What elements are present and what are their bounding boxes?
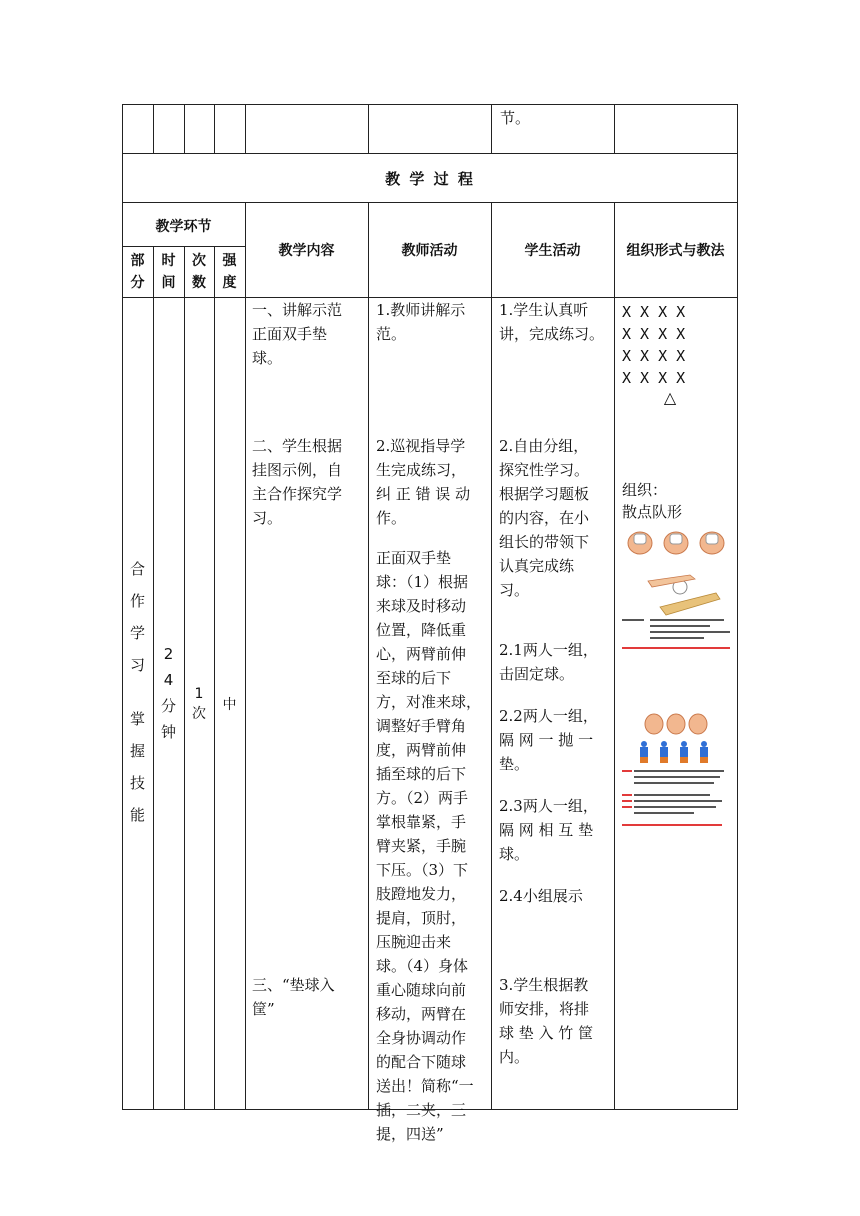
header-times: 次数: [192, 253, 206, 291]
content-2: 二、学生根据 挂图示例，自 主合作探究学 习。: [252, 437, 343, 527]
header-part: 部分: [130, 253, 145, 291]
formation-row: X X X X: [622, 303, 686, 321]
time-char: 分: [160, 697, 176, 715]
time-column: [153, 641, 184, 745]
rule: [184, 104, 185, 153]
part-char: 学: [129, 624, 145, 642]
rule: [491, 202, 492, 1110]
student-7: 3.学生根据教 师安排，将排 球 垫 入 竹 筐 内。: [499, 976, 594, 1066]
header-time: 时间: [161, 253, 176, 291]
header-student: 学生活动: [524, 243, 581, 259]
section-title: 教 学 过 程: [385, 170, 475, 188]
rule: [368, 104, 369, 153]
teacher-2: 2.巡视指导学 生完成练习， 纠 正 错 误 动 作。: [376, 437, 471, 527]
content-3: 三、“垫球入 筐”: [252, 976, 335, 1018]
part-char: 合: [129, 560, 145, 578]
rule: [614, 202, 615, 1110]
part-gap: [122, 681, 153, 703]
time-char: 钟: [160, 723, 176, 741]
time-char: 4: [163, 671, 174, 689]
header-intensity: 强度: [222, 253, 237, 291]
part-column: [122, 553, 153, 831]
rule: [491, 104, 492, 153]
content-1: 一、讲解示范 正面双手垫 球。: [252, 301, 343, 367]
header-content: 教学内容: [278, 243, 335, 259]
header-env: 教学环节: [155, 219, 212, 235]
top-row-student-tail: 节。: [500, 109, 531, 127]
formation-row: X X X X: [622, 369, 686, 387]
hand-technique-illustration: [620, 527, 732, 655]
rule: [184, 246, 185, 1110]
part-char: 掌: [129, 710, 145, 728]
student-1: 1.学生认真听 讲，完成练习。: [499, 301, 605, 343]
formation-row: X X X X: [622, 325, 686, 343]
student-3: 2.1两人一组， 击固定球。: [499, 641, 598, 683]
count-cell: 1次: [192, 686, 206, 722]
part-char: 作: [129, 592, 145, 610]
header-teacher: 教师活动: [401, 243, 458, 259]
rule: [214, 104, 215, 153]
rule: [122, 202, 738, 203]
org-label: 组织：: [622, 481, 668, 499]
rule: [737, 104, 738, 1110]
part-char: 习: [129, 656, 145, 674]
formation-grid: [622, 301, 734, 389]
student-2: 2.自由分组， 探究性学习。 根据学习题板 的内容，在小 组长的带领下 认真完成练 习。: [499, 437, 590, 599]
header-org: 组织形式与教法: [626, 243, 725, 259]
rule: [614, 104, 615, 153]
rule: [153, 104, 154, 153]
part-char: 能: [129, 806, 145, 824]
rule: [368, 202, 369, 1110]
rule: [245, 202, 246, 1110]
rule: [214, 246, 215, 1110]
student-4: 2.2两人一组， 隔 网 一 抛 一 垫。: [499, 707, 598, 773]
teacher-3: 正面双手垫 球：（1）根据 来球及时移动 位置，降低重 心，两臂前伸 至球的后下 方，对准来球， 调整好手臂角 度，两臂前伸 插至球的后下 方。（2）两手 掌根靠紧，手 臂夹紧，手腕 下压。（3）下 肢蹬地发力， 提肩，顶肘， 压腕迎击来 球。（4）身体 重心随球向前 移动，两臂在 全身协调动作 的配合下随球 送出！简称“一 插，二夹，三 提，四送”: [376, 549, 482, 1143]
time-char: 2: [163, 645, 174, 663]
part-char: 握: [129, 742, 145, 760]
student-5: 2.3两人一组， 隔 网 相 互 垫 球。: [499, 797, 598, 863]
intensity-cell: 中: [222, 697, 237, 713]
org-value: 散点队形: [622, 503, 683, 521]
part-char: 技: [129, 774, 145, 792]
student-6: 2.4小组展示: [499, 887, 583, 905]
body-motion-illustration: [620, 712, 732, 836]
teacher-1: 1.教师讲解示 范。: [376, 301, 466, 343]
rule: [245, 104, 246, 153]
teacher-position-triangle: △: [663, 388, 677, 407]
rule: [122, 153, 738, 154]
formation-row: X X X X: [622, 347, 686, 365]
